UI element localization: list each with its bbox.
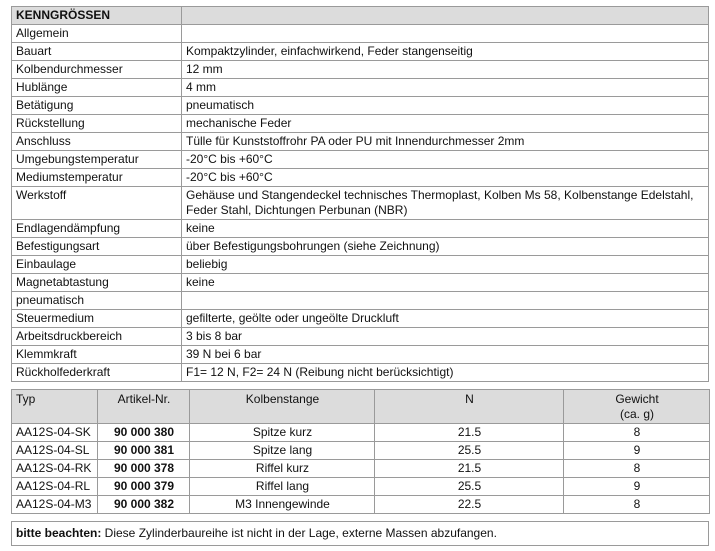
spec-value: -20°C bis +60°C xyxy=(182,169,709,187)
cell-typ: AA12S-04-SL xyxy=(12,442,98,460)
cell-gewicht: 8 xyxy=(564,424,710,442)
header-n: N xyxy=(375,390,564,424)
cell-n: 21.5 xyxy=(375,460,564,478)
spec-key: Allgemein xyxy=(12,25,182,43)
spec-value: über Befestigungsbohrungen (siehe Zeichnung) xyxy=(182,238,709,256)
spec-row xyxy=(12,238,709,256)
spec-key: Befestigungsart xyxy=(12,238,182,256)
spec-row xyxy=(12,328,709,346)
cell-n: 21.5 xyxy=(375,424,564,442)
note-label: bitte beachten: xyxy=(16,526,102,540)
spec-row xyxy=(12,310,709,328)
spec-row xyxy=(12,256,709,274)
spec-value: beliebig xyxy=(182,256,709,274)
spec-key: Bauart xyxy=(12,43,182,61)
spec-value: Gehäuse und Stangendeckel technisches Thermoplast, Kolben Ms 58, Kolbenstange Edelstahl, Feder Stahl, Dichtungen Perbunan (NBR) xyxy=(182,187,709,220)
spec-key: Endlagendämpfung xyxy=(12,220,182,238)
spec-key: Mediumstemperatur xyxy=(12,169,182,187)
cell-typ: AA12S-04-RL xyxy=(12,478,98,496)
cell-kolbenstange: Riffel lang xyxy=(190,478,375,496)
spec-row xyxy=(12,97,709,115)
spec-key: Magnetabtastung xyxy=(12,274,182,292)
table-row xyxy=(12,478,710,496)
header-kolbenstange: Kolbenstange xyxy=(190,390,375,424)
spec-key: Hublänge xyxy=(12,79,182,97)
specifications-table xyxy=(11,6,709,382)
table-row xyxy=(12,460,710,478)
cell-typ: AA12S-04-SK xyxy=(12,424,98,442)
spec-row xyxy=(12,187,709,220)
header-typ: Typ xyxy=(12,390,98,424)
models-table xyxy=(11,389,710,514)
spec-key: pneumatisch xyxy=(12,292,182,310)
spec-row xyxy=(12,292,709,310)
spec-value: 3 bis 8 bar xyxy=(182,328,709,346)
spec-row xyxy=(12,43,709,61)
cell-gewicht: 9 xyxy=(564,478,710,496)
cell-artikel: 90 000 382 xyxy=(98,496,190,514)
spec-value: Tülle für Kunststoffrohr PA oder PU mit Innendurchmesser 2mm xyxy=(182,133,709,151)
spec-key: Rückholfederkraft xyxy=(12,364,182,382)
spec-key: Klemmkraft xyxy=(12,346,182,364)
cell-kolbenstange: Spitze lang xyxy=(190,442,375,460)
cell-typ: AA12S-04-RK xyxy=(12,460,98,478)
spec-value: 4 mm xyxy=(182,79,709,97)
header-gewicht-unit: (ca. g) xyxy=(619,407,654,421)
spec-key: Umgebungstemperatur xyxy=(12,151,182,169)
cell-typ: AA12S-04-M3 xyxy=(12,496,98,514)
table-row xyxy=(12,442,710,460)
spec-value: 39 N bei 6 bar xyxy=(182,346,709,364)
spec-key: Arbeitsdruckbereich xyxy=(12,328,182,346)
note-table xyxy=(11,521,709,546)
spec-row xyxy=(12,25,709,43)
spec-value: F1= 12 N, F2= 24 N (Reibung nicht berücksichtigt) xyxy=(182,364,709,382)
specifications-title: KENNGRÖSSEN xyxy=(12,7,182,25)
spec-value: keine xyxy=(182,274,709,292)
spec-value: keine xyxy=(182,220,709,238)
spec-value xyxy=(182,25,709,43)
spec-row xyxy=(12,115,709,133)
spec-row xyxy=(12,274,709,292)
spec-key: Kolbendurchmesser xyxy=(12,61,182,79)
spec-value: gefilterte, geölte oder ungeölte Druckluft xyxy=(182,310,709,328)
cell-n: 22.5 xyxy=(375,496,564,514)
spec-row xyxy=(12,133,709,151)
spec-key: Betätigung xyxy=(12,97,182,115)
note-row xyxy=(12,522,709,546)
spec-key: Einbaulage xyxy=(12,256,182,274)
header-gewicht xyxy=(564,390,710,424)
cell-gewicht: 8 xyxy=(564,496,710,514)
specifications-header-empty xyxy=(182,7,709,25)
spec-row xyxy=(12,61,709,79)
header-artikel: Artikel-Nr. xyxy=(98,390,190,424)
spec-value xyxy=(182,292,709,310)
cell-artikel: 90 000 378 xyxy=(98,460,190,478)
note-text: Diese Zylinderbaureihe ist nicht in der Lage, externe Massen abzufangen. xyxy=(101,526,497,540)
spec-row xyxy=(12,220,709,238)
spec-key: Werkstoff xyxy=(12,187,182,220)
cell-kolbenstange: Riffel kurz xyxy=(190,460,375,478)
cell-n: 25.5 xyxy=(375,442,564,460)
cell-artikel: 90 000 379 xyxy=(98,478,190,496)
cell-artikel: 90 000 380 xyxy=(98,424,190,442)
cell-n: 25.5 xyxy=(375,478,564,496)
header-gewicht-label: Gewicht xyxy=(615,392,659,406)
specifications-header-row xyxy=(12,7,709,25)
cell-artikel: 90 000 381 xyxy=(98,442,190,460)
cell-kolbenstange: Spitze kurz xyxy=(190,424,375,442)
spec-row xyxy=(12,79,709,97)
spec-value: Kompaktzylinder, einfachwirkend, Feder stangenseitig xyxy=(182,43,709,61)
note-cell xyxy=(12,522,709,546)
spec-row xyxy=(12,346,709,364)
spec-value: mechanische Feder xyxy=(182,115,709,133)
table-row xyxy=(12,496,710,514)
spec-key: Rückstellung xyxy=(12,115,182,133)
spec-key: Anschluss xyxy=(12,133,182,151)
spec-key: Steuermedium xyxy=(12,310,182,328)
spec-row xyxy=(12,364,709,382)
spec-row xyxy=(12,169,709,187)
spec-value: 12 mm xyxy=(182,61,709,79)
cell-gewicht: 9 xyxy=(564,442,710,460)
spec-value: -20°C bis +60°C xyxy=(182,151,709,169)
table-row xyxy=(12,424,710,442)
datasheet xyxy=(11,6,709,546)
spec-value: pneumatisch xyxy=(182,97,709,115)
cell-gewicht: 8 xyxy=(564,460,710,478)
spec-row xyxy=(12,151,709,169)
models-header-row xyxy=(12,390,710,424)
cell-kolbenstange: M3 Innengewinde xyxy=(190,496,375,514)
